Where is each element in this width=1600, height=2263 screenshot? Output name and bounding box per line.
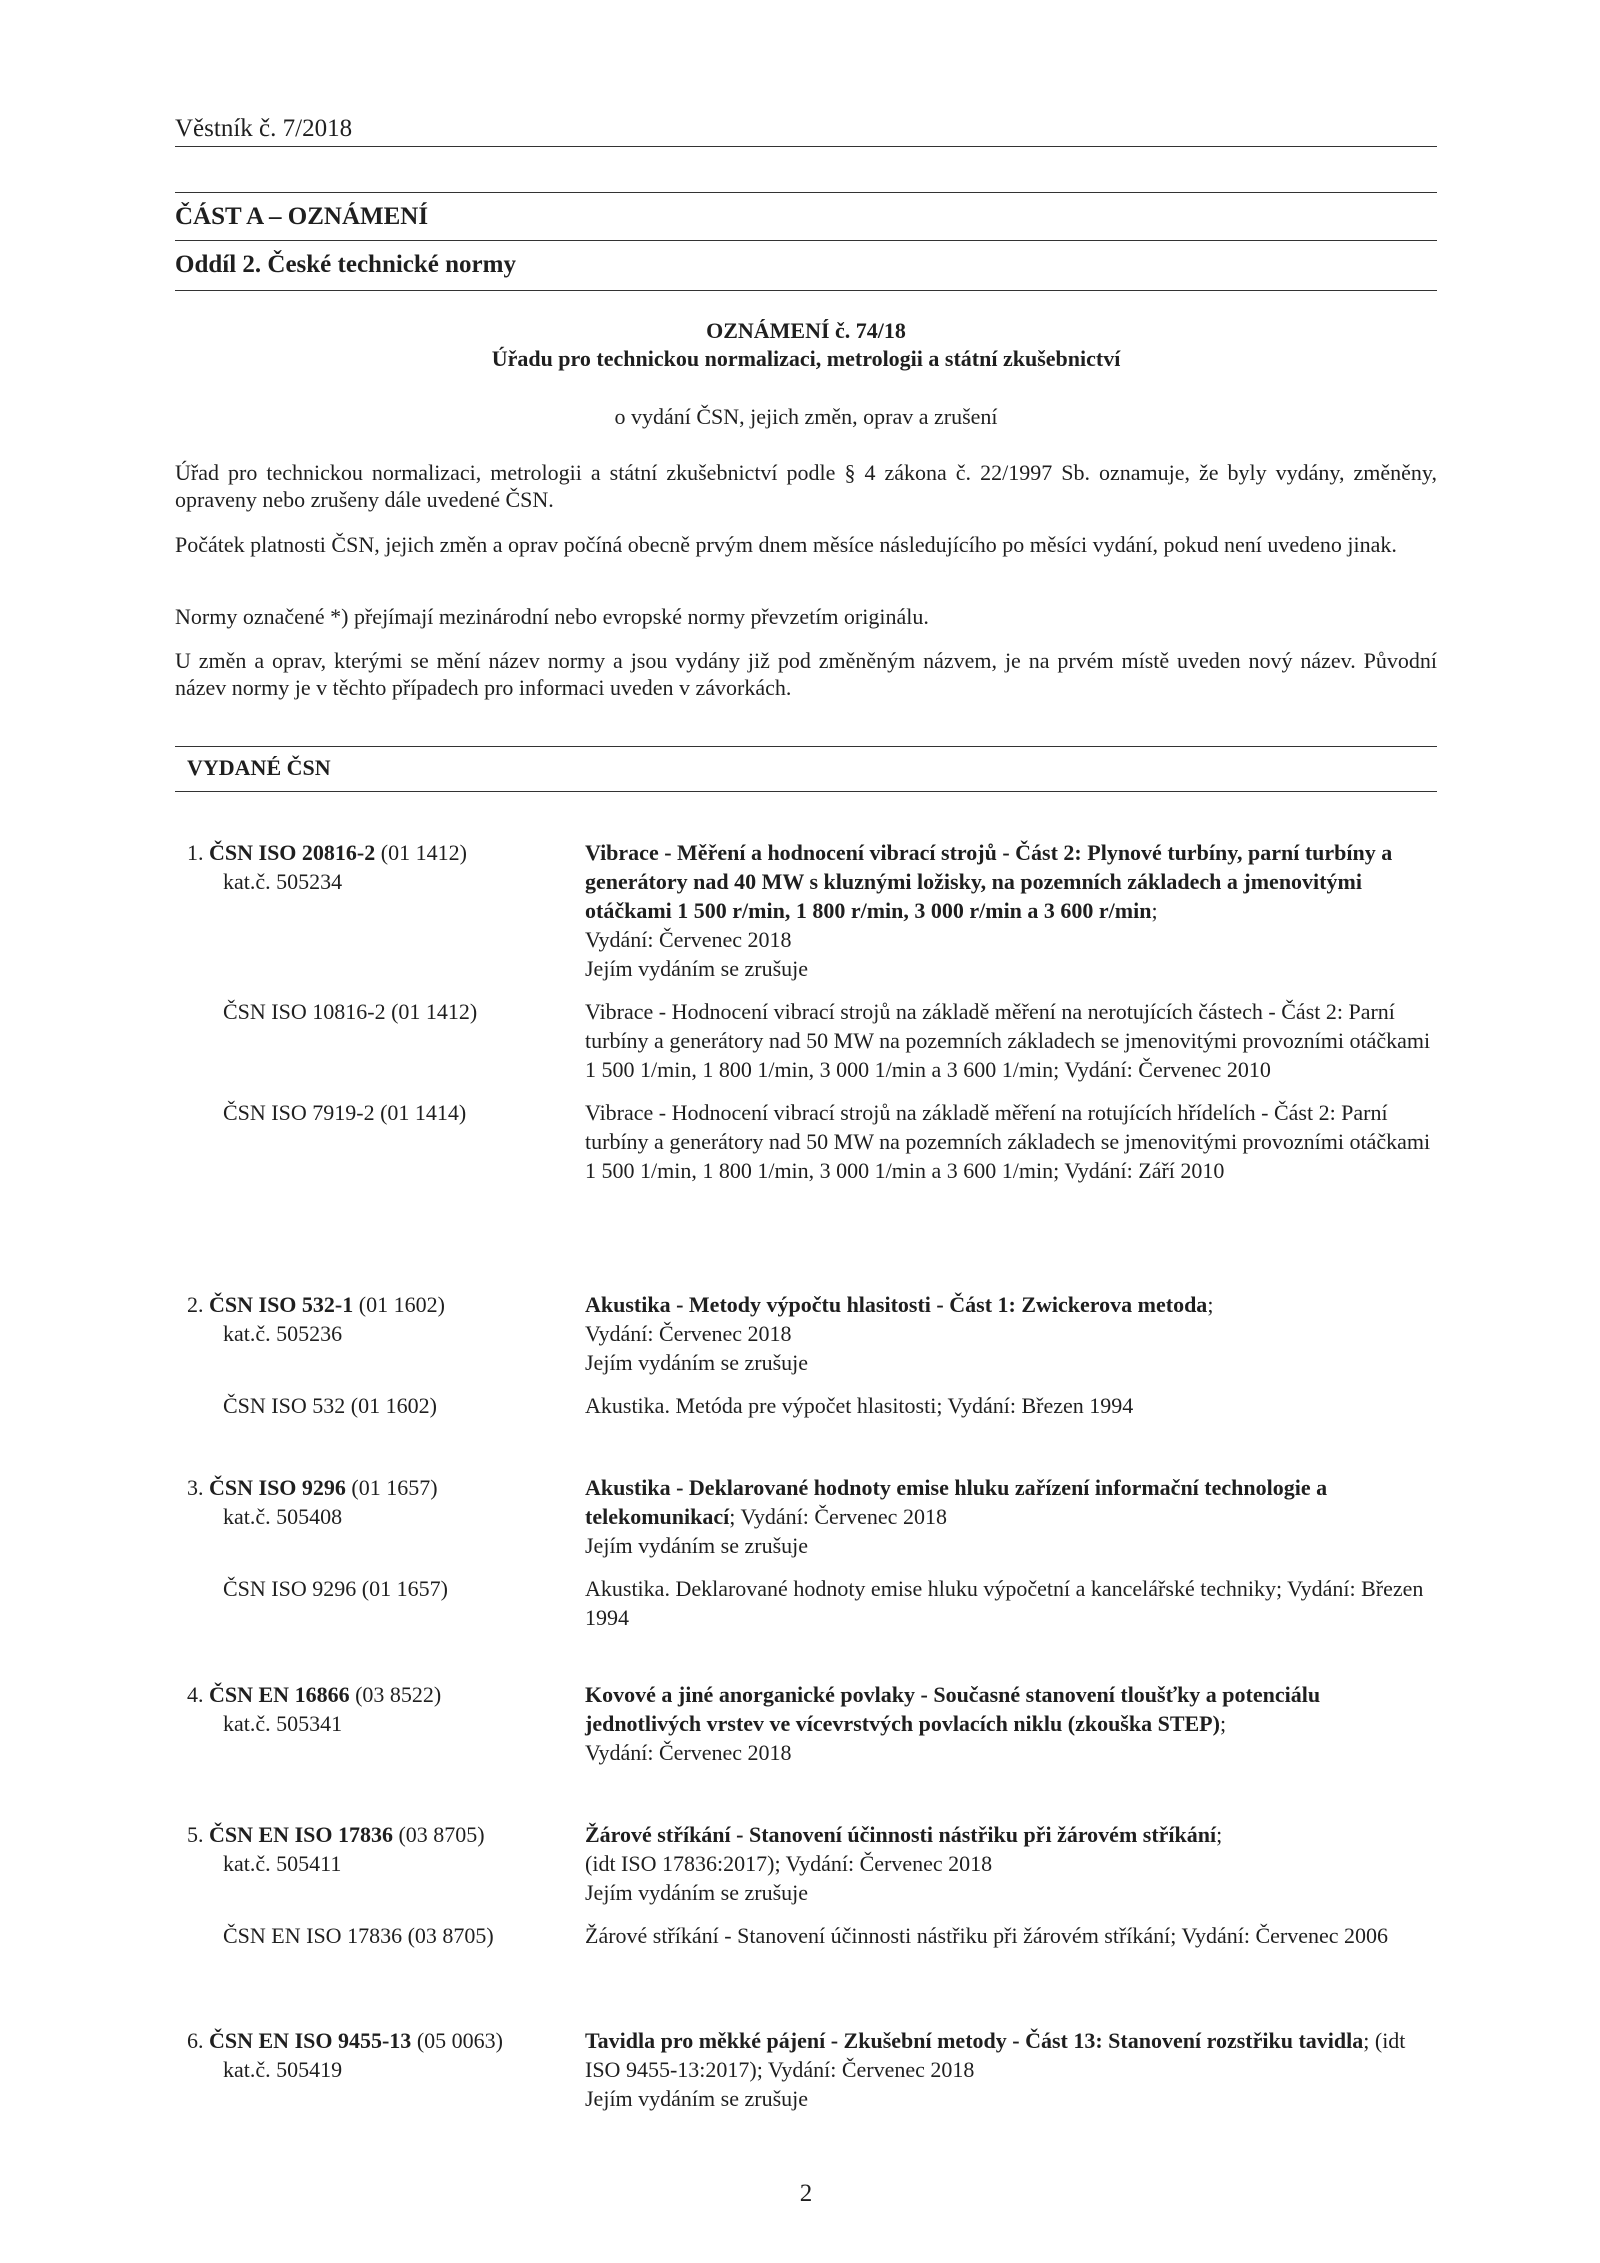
entry-class: (01 1657) xyxy=(345,1475,438,1500)
entry-class: (01 1602) xyxy=(353,1292,445,1317)
entry-class: (03 8522) xyxy=(349,1682,442,1707)
entry xyxy=(175,2026,1437,2113)
notice-title: OZNÁMENÍ č. 74/18 xyxy=(706,318,906,343)
entry xyxy=(175,1680,1437,1767)
entry xyxy=(175,838,1437,1185)
notice-authority: Úřadu pro technickou normalizaci, metrologii a státní zkušebnictví xyxy=(491,346,1121,371)
replaced-code: ČSN ISO 532 (01 1602) xyxy=(223,1393,437,1418)
entry-number: 1. xyxy=(187,840,209,865)
entry-line: Jejím vydáním se zrušuje xyxy=(585,1880,809,1905)
replaced-text: Akustika. Deklarované hodnoty emise hluku výpočetní a kancelářské techniky; Vydání: Březen 1994 xyxy=(585,1576,1424,1630)
entry-class: (01 1412) xyxy=(375,840,467,865)
page-number: 2 xyxy=(799,2180,813,2207)
entry-desc-cell xyxy=(585,1290,1437,1377)
issued-heading: VYDANÉ ČSN xyxy=(187,755,331,780)
replaced-text: Akustika. Metóda pre výpočet hlasitosti; Vydání: Březen 1994 xyxy=(585,1393,1134,1418)
entry-number: 6. xyxy=(187,2028,209,2053)
part-title: ČÁST A – OZNÁMENÍ xyxy=(175,203,429,230)
entry-line: Vydání: Červenec 2018 xyxy=(585,1321,792,1346)
entry-title: Vibrace - Měření a hodnocení vibrací strojů - Část 2: Plynové turbíny, parní turbíny a generátory nad 40 MW s kluznými ložisky, na pozemních základech a jmenovitými otáčkami 1 500 r/min, 1 800 r/min, 3 000 r/min a 3 600 r/min xyxy=(585,840,1393,923)
entry-catalog: kat.č. 505419 xyxy=(223,2057,343,2082)
entry-number: 3. xyxy=(187,1475,209,1500)
entry xyxy=(175,1473,1437,1632)
entry-catalog: kat.č. 505408 xyxy=(223,1504,343,1529)
entry-catalog: kat.č. 505411 xyxy=(223,1851,342,1876)
replaced-text: Žárové stříkání - Stanovení účinnosti nástřiku při žárovém stříkání; Vydání: Červenec 2006 xyxy=(585,1923,1389,1948)
entry-catalog: kat.č. 505341 xyxy=(223,1711,343,1736)
entry-title-rest: ; (idt ISO 9455-13:2017); Vydání: Červenec 2018 xyxy=(585,2028,1406,2082)
entry-line: Jejím vydáním se zrušuje xyxy=(585,1350,809,1375)
entry-code: ČSN EN 16866 xyxy=(209,1682,350,1707)
entry-code-cell xyxy=(175,1680,585,1767)
entry-title: Akustika - Metody výpočtu hlasitosti - Část 1: Zwickerova metoda xyxy=(585,1292,1208,1317)
entry-title: Kovové a jiné anorganické povlaky - Současné stanovení tloušťky a potenciálu jednotlivých vrstev ve vícevrstvých povlacích niklu (zkouška STEP) xyxy=(585,1682,1321,1736)
entry-title: Tavidla pro měkké pájení - Zkušební metody - Část 13: Stanovení rozstřiku tavidla xyxy=(585,2028,1364,2053)
entry-title-rest: ; xyxy=(1151,898,1158,923)
entry-code-cell xyxy=(175,1290,585,1377)
entry-line: Vydání: Červenec 2018 xyxy=(585,927,792,952)
entry-title-rest: ; xyxy=(1207,1292,1214,1317)
replaced-code: ČSN EN ISO 17836 (03 8705) xyxy=(223,1923,494,1948)
entry-code: ČSN EN ISO 9455-13 xyxy=(209,2028,412,2053)
replaced-code: ČSN ISO 10816-2 (01 1412) xyxy=(223,999,478,1024)
divider xyxy=(175,240,1437,241)
entry-desc-cell xyxy=(585,1680,1437,1767)
entry-catalog: kat.č. 505234 xyxy=(223,869,343,894)
divider xyxy=(175,791,1437,792)
entry xyxy=(175,1820,1437,1950)
entry-desc-cell xyxy=(585,1820,1437,1907)
entry-line: Jejím vydáním se zrušuje xyxy=(585,956,809,981)
entry-code-cell xyxy=(175,2026,585,2113)
divider xyxy=(175,290,1437,291)
replaced-text: Vibrace - Hodnocení vibrací strojů na základě měření na nerotujících částech - Část 2: Parní turbíny a generátory nad 50 MW na pozemních základech se jmenovitými provozními otáčkami 1 500 1/min, 1 800 1/min, 3 000 1/min a 3 600 1/min; Vydání: Červenec 2010 xyxy=(585,999,1431,1082)
entry-number: 2. xyxy=(187,1292,209,1317)
marking-paragraph: Normy označené *) přejímají mezinárodní nebo evropské normy převzetím originálu. xyxy=(175,604,929,629)
entry xyxy=(175,1290,1437,1420)
entry-title-rest: ; Vydání: Červenec 2018 xyxy=(729,1504,947,1529)
entry-title-rest: ; xyxy=(1219,1711,1227,1736)
validity-paragraph: Počátek platnosti ČSN, jejich změn a oprav počíná obecně prvým dnem měsíce následujícího po měsíci vydání, pokud není uvedeno jinak. xyxy=(175,532,1397,557)
replaced-text: Vibrace - Hodnocení vibrací strojů na základě měření na rotujících hřídelích - Část 2: Parní turbíny a generátory nad 50 MW na pozemních základech se jmenovitými provozními otáčkami 1 500 1/min, 1 800 1/min, 3 000 1/min a 3 600 1/min; Vydání: Září 2010 xyxy=(585,1100,1431,1183)
entry-desc-cell xyxy=(585,1473,1437,1560)
entry-catalog: kat.č. 505236 xyxy=(223,1321,343,1346)
entry-code: ČSN ISO 532-1 xyxy=(209,1292,354,1317)
changes-paragraph: U změn a oprav, kterými se mění název normy a jsou vydány již pod změněným názvem, je na prvém místě uveden nový název. Původní název normy je v těchto případech pro informaci uveden v závorkách. xyxy=(175,648,1437,700)
entry-line: Jejím vydáním se zrušuje xyxy=(585,1533,809,1558)
divider xyxy=(175,192,1437,193)
entry-title-rest: ; xyxy=(1216,1822,1223,1847)
divider xyxy=(175,746,1437,747)
entry-class: (05 0063) xyxy=(411,2028,503,2053)
entry-line: Vydání: Červenec 2018 xyxy=(585,1740,792,1765)
entry-line: (idt ISO 17836:2017); Vydání: Červenec 2018 xyxy=(585,1851,993,1876)
entry-number: 5. xyxy=(187,1822,209,1847)
entry-desc-cell xyxy=(585,838,1437,983)
entry-line: Jejím vydáním se zrušuje xyxy=(585,2086,809,2111)
entry-code-cell xyxy=(175,838,585,983)
entry-title: Žárové stříkání - Stanovení účinnosti nástřiku při žárovém stříkání xyxy=(585,1822,1217,1847)
journal-header: Věstník č. 7/2018 xyxy=(175,115,353,142)
replaced-code: ČSN ISO 9296 (01 1657) xyxy=(223,1576,448,1601)
entry-code: ČSN EN ISO 17836 xyxy=(209,1822,393,1847)
entry-desc-cell xyxy=(585,2026,1437,2113)
entry-code: ČSN ISO 20816-2 xyxy=(209,840,376,865)
entry-code-cell xyxy=(175,1473,585,1560)
section-title: Oddíl 2. České technické normy xyxy=(175,251,516,278)
replaced-code: ČSN ISO 7919-2 (01 1414) xyxy=(223,1100,467,1125)
entry-number: 4. xyxy=(187,1682,209,1707)
entry-code-cell xyxy=(175,1820,585,1907)
intro-paragraph: Úřad pro technickou normalizaci, metrologii a státní zkušebnictví podle § 4 zákona č. 22/1997 Sb. oznamuje, že byly vydány, změněny, opraveny nebo zrušeny dále uvedené ČSN. xyxy=(175,460,1437,512)
notice-subject: o vydání ČSN, jejich změn, oprav a zrušení xyxy=(614,404,998,429)
entry-class: (03 8705) xyxy=(392,1822,485,1847)
divider xyxy=(175,146,1437,147)
entry-title: Akustika - Deklarované hodnoty emise hluku zařízení informační technologie a telekomunikací xyxy=(585,1475,1328,1529)
entry-code: ČSN ISO 9296 xyxy=(209,1475,346,1500)
